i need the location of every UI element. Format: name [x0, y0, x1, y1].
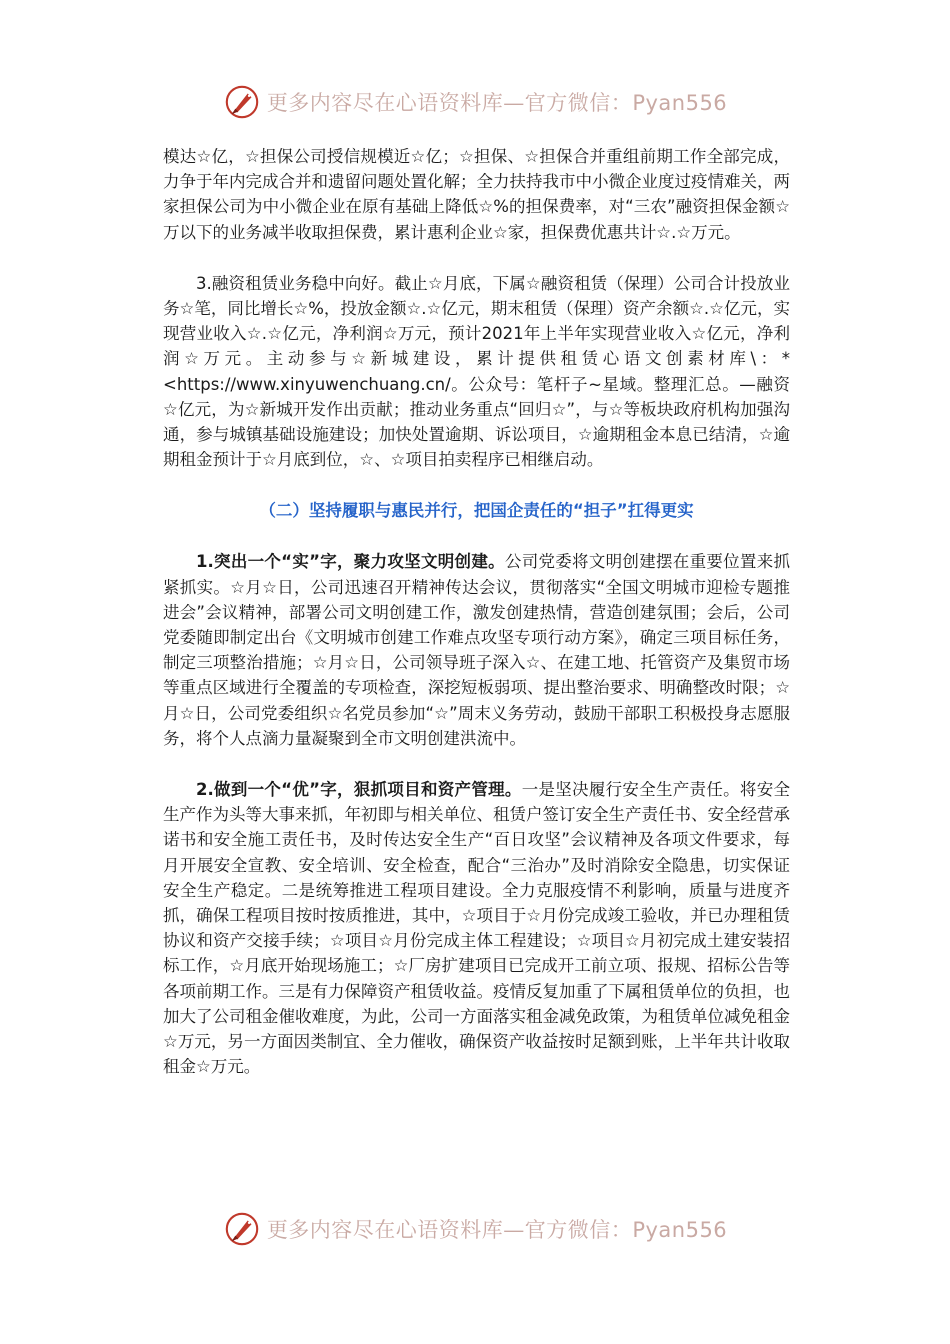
paragraph-lead: 2.做到一个“优”字，狠抓项目和资产管理。 [196, 780, 522, 800]
pen-nib-logo-icon [223, 1210, 261, 1248]
pen-nib-logo-icon [223, 83, 261, 121]
paragraph-text: 公司党委将文明创建摆在重要位置来抓紧抓实。☆月☆日，公司迅速召开精神传达会议，贯彻落实“全国文明城市迎检专题推进会”会议精神，部署公司文明创建工作，激发创建热情，营造创建氛围；会后，公司党委随即制定出台《文明城市创建工作难点攻坚专项行动方案》，确定三项目标任务，制定三项整治措施；☆月☆日，公司领导班子深入☆、在建工地、托管资产及集贸市场等重点区域进行全覆盖的专项检查，深挖短板弱项、提出整治要求、明确整改时限；☆月☆日，公司党委组织☆名党员参加“☆”周末义务劳动，鼓励干部职工积极投身志愿服务，将个人点滴力量凝聚到全市文明创建洪流中。 [163, 552, 791, 748]
wechat-id: Pyan556 [632, 1218, 728, 1242]
section-heading: （二）坚持履职与惠民并行，把国企责任的“担子”扛得更实 [259, 501, 694, 521]
header-banner [0, 80, 950, 124]
banner-text: 更多内容尽在心语资料库—官方微信：Pyan556 [266, 91, 728, 115]
paragraph-guarantee: 模达☆亿，☆担保公司授信规模近☆亿；☆担保、☆担保合并重组前期工作全部完成，力争于年内完成合并和遗留问题处置化解；全力扶持我市中小微企业度过疫情难关，两家担保公司为中小微企业在原有基础上降低☆%的担保费率，对“三农”融资担保金额☆万以下的业务减半收取担保费，累计惠利企业☆家，担保费优惠共计☆.☆万元。 [163, 147, 790, 242]
paragraph-text: 一是坚决履行安全生产责任。将安全生产作为头等大事来抓，年初即与相关单位、租赁户签订安全生产责任书、安全经营承诺书和安全施工责任书，及时传达安全生产“百日攻坚”会议精神及各项文件要求，每月开展安全宣教、安全培训、安全检查，配合“三治办”及时消除安全隐患，切实保证安全生产稳定。二是统筹推进工程项目建设。全力克服疫情不利影响，质量与进度齐抓，确保工程项目按时按质推进，其中，☆项目于☆月份完成竣工验收，并已办理租赁协议和资产交接手续；☆项目☆月份完成主体工程建设；☆项目☆月初完成土建安装招标工作，☆月底开始现场施工；☆厂房扩建项目已完成开工前立项、报规、招标公告等各项前期工作。三是有力保障资产租赁收益。疫情反复加重了下属租赁单位的负担，也加大了公司租金催收难度，为此，公司一方面落实租金减免政策，为租赁单位减免租金☆万元，另一方面因类制宜、全力催收，确保资产收益按时足额到账，上半年共计收取租金☆万元。 [163, 780, 791, 1077]
paragraph-leasing: 3.融资租赁业务稳中向好。截止☆月底，下属☆融资租赁（保理）公司合计投放业务☆笔，同比增长☆%，投放金额☆.☆亿元，期末租赁（保理）资产余额☆.☆亿元，实现营业收入☆.☆亿元，净利润☆万元，预计2021年上半年实现营业收入☆亿元，净利润☆万元。主动参与☆新城建设，累计提供租赁心语文创素材库\：*<https://www.xinyuwenchuang.cn/。公众号：笔杆子~星域。整理汇总。—融资☆亿元，为☆新城开发作出贡献；推动业务重点“回归☆”，与☆等板块政府机构加强沟通，参与城镇基础设施建设；加快处置逾期、诉讼项目，☆逾期租金本息已结清，☆逾期租金预计于☆月底到位，☆、☆项目拍卖程序已相继启动。 [163, 273, 790, 470]
paragraph-civilization [163, 549, 790, 751]
footer-banner [0, 1207, 950, 1251]
paragraph-lead: 1.突出一个“实”字，聚力攻坚文明创建。 [196, 552, 505, 572]
banner-text: 更多内容尽在心语资料库—官方微信：Pyan556 [266, 1218, 728, 1242]
document-body [163, 144, 790, 1106]
wechat-id: Pyan556 [632, 91, 728, 115]
paragraph-project-management [163, 777, 790, 1079]
